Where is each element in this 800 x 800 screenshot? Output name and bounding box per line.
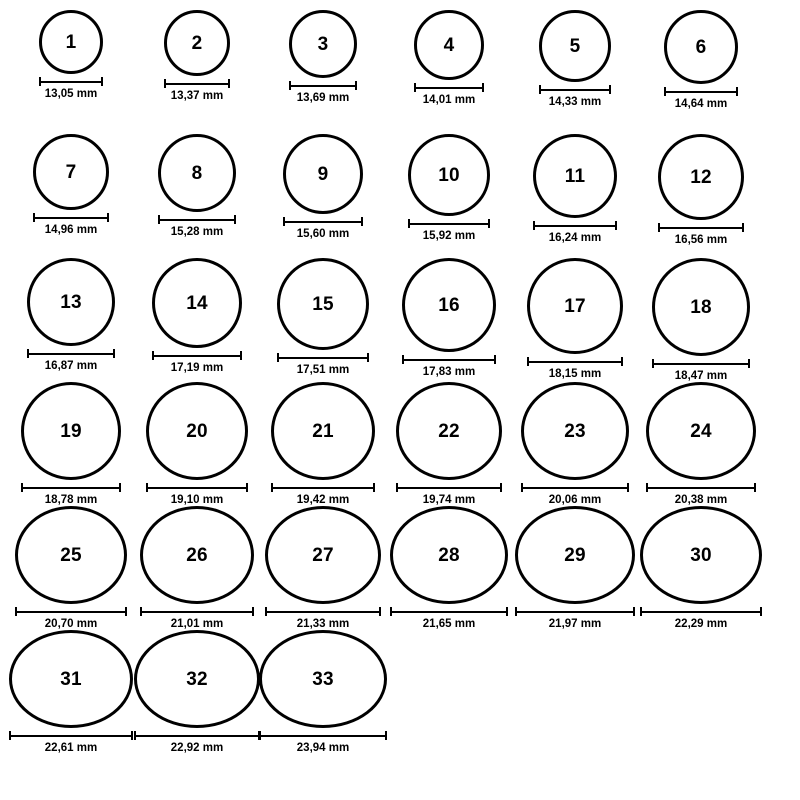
ring-size-item[interactable] bbox=[134, 10, 260, 134]
ring-size-item[interactable] bbox=[260, 506, 386, 630]
ring-diameter-label: 14,33 mm bbox=[548, 96, 602, 108]
ring-measurement bbox=[27, 349, 115, 372]
ring-circle bbox=[15, 506, 127, 604]
ring-diameter-label: 17,83 mm bbox=[422, 366, 476, 378]
ring-circle bbox=[33, 134, 109, 210]
ring-diameter-label: 19,42 mm bbox=[296, 494, 350, 506]
ring-circle bbox=[9, 630, 133, 728]
ring-size-number: 21 bbox=[312, 420, 334, 442]
ring-size-item[interactable] bbox=[134, 630, 260, 754]
caliper-icon bbox=[664, 87, 738, 96]
ring-size-item[interactable] bbox=[134, 506, 260, 630]
ring-circle bbox=[27, 258, 115, 346]
caliper-icon bbox=[652, 359, 750, 368]
ring-circle bbox=[396, 382, 502, 480]
caliper-icon bbox=[283, 217, 363, 226]
ring-diameter-label: 15,28 mm bbox=[170, 226, 224, 238]
ring-diameter-label: 15,60 mm bbox=[296, 228, 350, 240]
caliper-icon bbox=[277, 353, 369, 362]
ring-size-number: 7 bbox=[65, 161, 77, 183]
ring-circle bbox=[152, 258, 242, 348]
ring-size-number: 30 bbox=[690, 544, 712, 566]
ring-measurement bbox=[396, 483, 502, 506]
ring-size-number: 8 bbox=[191, 162, 203, 184]
ring-circle bbox=[408, 134, 490, 216]
ring-diameter-label: 13,69 mm bbox=[296, 92, 350, 104]
ring-circle bbox=[390, 506, 508, 604]
ring-size-item[interactable] bbox=[134, 258, 260, 382]
ring-size-item[interactable] bbox=[260, 630, 386, 754]
ring-diameter-label: 20,06 mm bbox=[548, 494, 602, 506]
ring-measurement bbox=[146, 483, 248, 506]
ring-measurement bbox=[9, 731, 133, 754]
ring-diameter-label: 22,29 mm bbox=[674, 618, 728, 630]
caliper-icon bbox=[658, 223, 744, 232]
caliper-icon bbox=[134, 731, 260, 740]
ring-circle bbox=[140, 506, 254, 604]
ring-measurement bbox=[140, 607, 254, 630]
ring-circle bbox=[646, 382, 756, 480]
caliper-icon bbox=[27, 349, 115, 358]
caliper-icon bbox=[289, 81, 357, 90]
ring-diameter-label: 20,70 mm bbox=[44, 618, 98, 630]
ring-measurement bbox=[283, 217, 363, 240]
caliper-icon bbox=[259, 731, 387, 740]
ring-measurement bbox=[539, 85, 611, 108]
ring-size-item[interactable] bbox=[638, 258, 764, 382]
ring-size-item[interactable] bbox=[386, 134, 512, 258]
ring-size-item[interactable] bbox=[638, 506, 764, 630]
ring-size-item[interactable] bbox=[638, 10, 764, 134]
ring-size-number: 22 bbox=[438, 420, 460, 442]
ring-circle bbox=[414, 10, 484, 80]
ring-measurement bbox=[15, 607, 127, 630]
caliper-icon bbox=[402, 355, 496, 364]
caliper-icon bbox=[21, 483, 121, 492]
ring-size-number: 25 bbox=[60, 544, 82, 566]
ring-circle bbox=[640, 506, 762, 604]
ring-size-number: 11 bbox=[564, 165, 586, 187]
ring-size-number: 31 bbox=[60, 668, 82, 690]
ring-size-row bbox=[8, 630, 792, 754]
ring-size-item[interactable] bbox=[638, 382, 764, 506]
ring-size-item[interactable] bbox=[8, 134, 134, 258]
ring-measurement bbox=[640, 607, 762, 630]
caliper-icon bbox=[152, 351, 242, 360]
ring-measurement bbox=[277, 353, 369, 376]
ring-size-item[interactable] bbox=[512, 506, 638, 630]
ring-size-item[interactable] bbox=[8, 506, 134, 630]
ring-size-item[interactable] bbox=[8, 382, 134, 506]
ring-measurement bbox=[658, 223, 744, 246]
ring-diameter-label: 15,92 mm bbox=[422, 230, 476, 242]
ring-size-number: 16 bbox=[438, 294, 460, 316]
ring-measurement bbox=[527, 357, 623, 380]
ring-size-item[interactable] bbox=[8, 630, 134, 754]
ring-circle bbox=[283, 134, 363, 214]
caliper-icon bbox=[265, 607, 381, 616]
ring-size-number: 26 bbox=[186, 544, 208, 566]
ring-circle bbox=[652, 258, 750, 356]
ring-circle bbox=[402, 258, 496, 352]
ring-size-number: 32 bbox=[186, 668, 208, 690]
ring-size-item[interactable] bbox=[638, 134, 764, 258]
ring-circle bbox=[515, 506, 635, 604]
ring-size-item[interactable] bbox=[8, 258, 134, 382]
ring-measurement bbox=[39, 77, 103, 100]
ring-circle bbox=[658, 134, 744, 220]
ring-measurement bbox=[271, 483, 375, 506]
ring-size-item[interactable] bbox=[386, 382, 512, 506]
ring-size-item[interactable] bbox=[8, 10, 134, 134]
ring-size-number: 33 bbox=[312, 668, 334, 690]
ring-size-number: 13 bbox=[60, 291, 82, 313]
ring-size-number: 12 bbox=[690, 166, 712, 188]
ring-circle bbox=[521, 382, 629, 480]
ring-size-number: 6 bbox=[695, 36, 707, 58]
ring-measurement bbox=[408, 219, 490, 242]
caliper-icon bbox=[640, 607, 762, 616]
caliper-icon bbox=[15, 607, 127, 616]
ring-size-number: 4 bbox=[443, 34, 455, 56]
ring-diameter-label: 18,47 mm bbox=[674, 370, 728, 382]
caliper-icon bbox=[539, 85, 611, 94]
ring-diameter-label: 18,78 mm bbox=[44, 494, 98, 506]
ring-diameter-label: 17,51 mm bbox=[296, 364, 350, 376]
ring-measurement bbox=[652, 359, 750, 382]
ring-size-number: 3 bbox=[317, 33, 329, 55]
ring-size-item[interactable] bbox=[134, 382, 260, 506]
ring-circle bbox=[259, 630, 387, 728]
caliper-icon bbox=[521, 483, 629, 492]
ring-size-number: 17 bbox=[564, 295, 586, 317]
ring-size-number: 29 bbox=[564, 544, 586, 566]
ring-diameter-label: 19,74 mm bbox=[422, 494, 476, 506]
ring-diameter-label: 19,10 mm bbox=[170, 494, 224, 506]
ring-circle bbox=[158, 134, 236, 212]
ring-circle bbox=[664, 10, 738, 84]
ring-size-row bbox=[8, 10, 792, 134]
ring-circle bbox=[134, 630, 260, 728]
ring-size-number: 28 bbox=[438, 544, 460, 566]
ring-diameter-label: 14,01 mm bbox=[422, 94, 476, 106]
ring-size-number: 24 bbox=[690, 420, 712, 442]
caliper-icon bbox=[146, 483, 248, 492]
ring-size-number: 1 bbox=[65, 31, 77, 53]
caliper-icon bbox=[140, 607, 254, 616]
ring-diameter-label: 21,65 mm bbox=[422, 618, 476, 630]
ring-size-number: 18 bbox=[690, 296, 712, 318]
caliper-icon bbox=[527, 357, 623, 366]
ring-measurement bbox=[33, 213, 109, 236]
ring-size-item[interactable] bbox=[386, 10, 512, 134]
ring-measurement bbox=[533, 221, 617, 244]
ring-size-item[interactable] bbox=[134, 134, 260, 258]
caliper-icon bbox=[533, 221, 617, 230]
ring-diameter-label: 14,96 mm bbox=[44, 224, 98, 236]
ring-measurement bbox=[265, 607, 381, 630]
ring-diameter-label: 23,94 mm bbox=[296, 742, 350, 754]
ring-circle bbox=[146, 382, 248, 480]
caliper-icon bbox=[271, 483, 375, 492]
ring-measurement bbox=[521, 483, 629, 506]
ring-size-number: 15 bbox=[312, 293, 334, 315]
ring-diameter-label: 22,92 mm bbox=[170, 742, 224, 754]
ring-measurement bbox=[158, 215, 236, 238]
ring-measurement bbox=[259, 731, 387, 754]
caliper-icon bbox=[408, 219, 490, 228]
ring-measurement bbox=[390, 607, 508, 630]
ring-diameter-label: 13,05 mm bbox=[44, 88, 98, 100]
ring-measurement bbox=[664, 87, 738, 110]
ring-diameter-label: 22,61 mm bbox=[44, 742, 98, 754]
ring-measurement bbox=[515, 607, 635, 630]
ring-size-number: 9 bbox=[317, 163, 329, 185]
ring-measurement bbox=[646, 483, 756, 506]
ring-measurement bbox=[21, 483, 121, 506]
ring-size-item[interactable] bbox=[386, 258, 512, 382]
ring-diameter-label: 21,97 mm bbox=[548, 618, 602, 630]
ring-circle bbox=[277, 258, 369, 350]
caliper-icon bbox=[39, 77, 103, 86]
caliper-icon bbox=[515, 607, 635, 616]
ring-diameter-label: 21,01 mm bbox=[170, 618, 224, 630]
ring-circle bbox=[539, 10, 611, 82]
ring-size-item[interactable] bbox=[260, 382, 386, 506]
ring-size-item[interactable] bbox=[386, 506, 512, 630]
ring-size-number: 10 bbox=[438, 164, 460, 186]
ring-diameter-label: 14,64 mm bbox=[674, 98, 728, 110]
ring-measurement bbox=[134, 731, 260, 754]
ring-size-row bbox=[8, 134, 792, 258]
ring-size-item[interactable] bbox=[260, 134, 386, 258]
ring-circle bbox=[533, 134, 617, 218]
ring-size-item[interactable] bbox=[260, 258, 386, 382]
caliper-icon bbox=[414, 83, 484, 92]
ring-size-row bbox=[8, 258, 792, 382]
ring-diameter-label: 13,37 mm bbox=[170, 90, 224, 102]
ring-size-number: 27 bbox=[312, 544, 334, 566]
ring-size-item[interactable] bbox=[260, 10, 386, 134]
ring-measurement bbox=[402, 355, 496, 378]
ring-size-number: 23 bbox=[564, 420, 586, 442]
ring-size-item[interactable] bbox=[512, 134, 638, 258]
ring-diameter-label: 17,19 mm bbox=[170, 362, 224, 374]
ring-diameter-label: 16,24 mm bbox=[548, 232, 602, 244]
ring-size-row bbox=[8, 506, 792, 630]
ring-diameter-label: 16,87 mm bbox=[44, 360, 98, 372]
ring-measurement bbox=[152, 351, 242, 374]
ring-circle bbox=[265, 506, 381, 604]
ring-size-item[interactable] bbox=[512, 10, 638, 134]
ring-measurement bbox=[164, 79, 230, 102]
ring-circle bbox=[527, 258, 623, 354]
ring-diameter-label: 18,15 mm bbox=[548, 368, 602, 380]
caliper-icon bbox=[396, 483, 502, 492]
ring-size-row bbox=[8, 382, 792, 506]
ring-circle bbox=[39, 10, 103, 74]
caliper-icon bbox=[158, 215, 236, 224]
caliper-icon bbox=[646, 483, 756, 492]
ring-circle bbox=[271, 382, 375, 480]
ring-circle bbox=[21, 382, 121, 480]
ring-size-number: 14 bbox=[186, 292, 208, 314]
caliper-icon bbox=[33, 213, 109, 222]
ring-diameter-label: 20,38 mm bbox=[674, 494, 728, 506]
ring-size-number: 2 bbox=[191, 32, 203, 54]
ring-size-number: 5 bbox=[569, 35, 581, 57]
ring-circle bbox=[289, 10, 357, 78]
caliper-icon bbox=[390, 607, 508, 616]
ring-measurement bbox=[289, 81, 357, 104]
ring-size-number: 20 bbox=[186, 420, 208, 442]
ring-size-item[interactable] bbox=[512, 382, 638, 506]
caliper-icon bbox=[164, 79, 230, 88]
ring-circle bbox=[164, 10, 230, 76]
caliper-icon bbox=[9, 731, 133, 740]
ring-measurement bbox=[414, 83, 484, 106]
ring-size-item[interactable] bbox=[512, 258, 638, 382]
ring-size-number: 19 bbox=[60, 420, 82, 442]
ring-diameter-label: 16,56 mm bbox=[674, 234, 728, 246]
ring-diameter-label: 21,33 mm bbox=[296, 618, 350, 630]
